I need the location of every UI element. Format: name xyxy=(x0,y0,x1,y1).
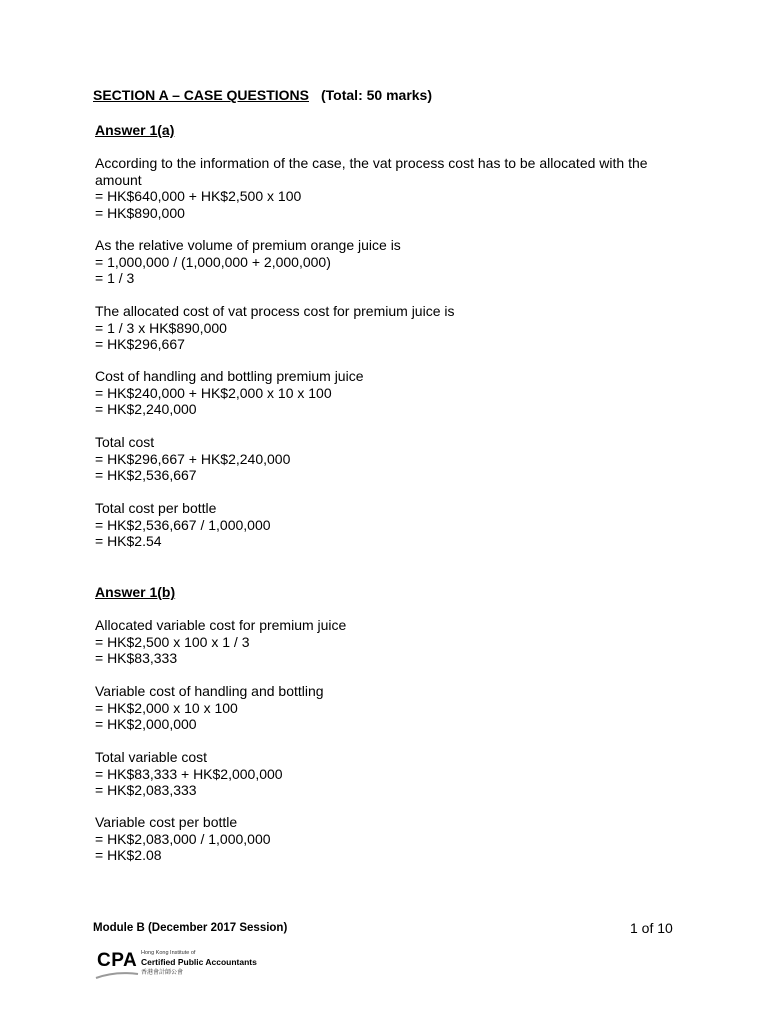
paragraph-text: Total variable cost xyxy=(95,749,208,765)
calculation-result: = HK$2.54 xyxy=(95,533,162,549)
paragraph-text: Variable cost per bottle xyxy=(95,814,238,830)
paragraph-text: According to the information of the case, the vat process cost has to be allocated with the amount xyxy=(95,155,648,188)
paragraph-text: Allocated variable cost for premium juice xyxy=(95,617,347,633)
calculation-result: = HK$2,083,333 xyxy=(95,782,197,798)
footer-page-number: 1 of 10 xyxy=(630,920,673,936)
logo-institute-chinese: 香港會計師公會 xyxy=(141,970,184,976)
hkicpa-logo xyxy=(95,950,257,980)
logo-swoosh-icon xyxy=(95,971,139,980)
footer-module-label: Module B (December 2017 Session) xyxy=(93,922,288,934)
paragraph-text: As the relative volume of premium orange juice is xyxy=(95,237,401,253)
calculation-line: = HK$296,667 + HK$2,240,000 xyxy=(95,450,291,467)
calculation-result: = HK$890,000 xyxy=(95,204,185,221)
calculation-line: = HK$83,333 + HK$2,000,000 xyxy=(95,765,283,782)
answer-1a-relative-volume-block xyxy=(95,237,675,287)
answer-1a-cost-per-bottle-block xyxy=(95,500,675,550)
calculation-result: = HK$83,333 xyxy=(95,650,178,666)
calculation-result: = HK$2,240,000 xyxy=(95,401,197,417)
section-header xyxy=(93,87,432,103)
calculation-line: = HK$2,000 x 10 x 100 xyxy=(95,699,238,716)
answer-1b-heading: Answer 1(b) xyxy=(95,584,176,600)
calculation-line: = HK$2,500 x 100 x 1 / 3 xyxy=(95,633,250,650)
answer-1a-allocated-cost-block xyxy=(95,303,675,353)
answer-1a-heading: Answer 1(a) xyxy=(95,122,175,138)
answer-1b-variable-cost-per-bottle-block xyxy=(95,814,675,864)
calculation-result: = HK$2.08 xyxy=(95,847,162,863)
logo-institute-line1: Hong Kong Institute of xyxy=(141,950,196,956)
calculation-line: = HK$240,000 + HK$2,000 x 10 x 100 xyxy=(95,384,332,401)
calculation-line: = 1,000,000 / (1,000,000 + 2,000,000) xyxy=(95,253,331,270)
section-title: SECTION A – CASE QUESTIONS xyxy=(93,87,309,103)
calculation-line: = HK$640,000 + HK$2,500 x 100 xyxy=(95,188,302,204)
answer-1b-handling-variable-cost-block xyxy=(95,683,675,733)
calculation-line: = 1 / 3 x HK$890,000 xyxy=(95,319,227,336)
section-total-marks: (Total: 50 marks) xyxy=(321,87,432,103)
logo-institute-line2: Certified Public Accountants xyxy=(141,957,257,967)
calculation-result: = HK$2,000,000 xyxy=(95,716,197,732)
calculation-result: = 1 / 3 xyxy=(95,270,135,286)
logo-cpa-mark: CPA xyxy=(97,950,138,971)
calculation-line: = HK$2,083,000 / 1,000,000 xyxy=(95,830,271,847)
paragraph-text: Cost of handling and bottling premium juice xyxy=(95,368,364,384)
paragraph-text: Total cost per bottle xyxy=(95,500,217,516)
calculation-result: = HK$2,536,667 xyxy=(95,467,197,483)
paragraph-text: Total cost xyxy=(95,434,155,450)
answer-1b-total-variable-cost-block xyxy=(95,749,675,799)
answer-1a-handling-cost-block xyxy=(95,368,675,418)
answer-1a-total-cost-block xyxy=(95,434,675,484)
paragraph-text: Variable cost of handling and bottling xyxy=(95,683,324,699)
calculation-result: = HK$296,667 xyxy=(95,336,185,352)
answer-1a-vat-cost-block xyxy=(95,155,675,221)
calculation-line: = HK$2,536,667 / 1,000,000 xyxy=(95,516,271,533)
paragraph-text: The allocated cost of vat process cost for premium juice is xyxy=(95,303,455,319)
answer-1b-allocated-variable-cost-block xyxy=(95,617,675,667)
